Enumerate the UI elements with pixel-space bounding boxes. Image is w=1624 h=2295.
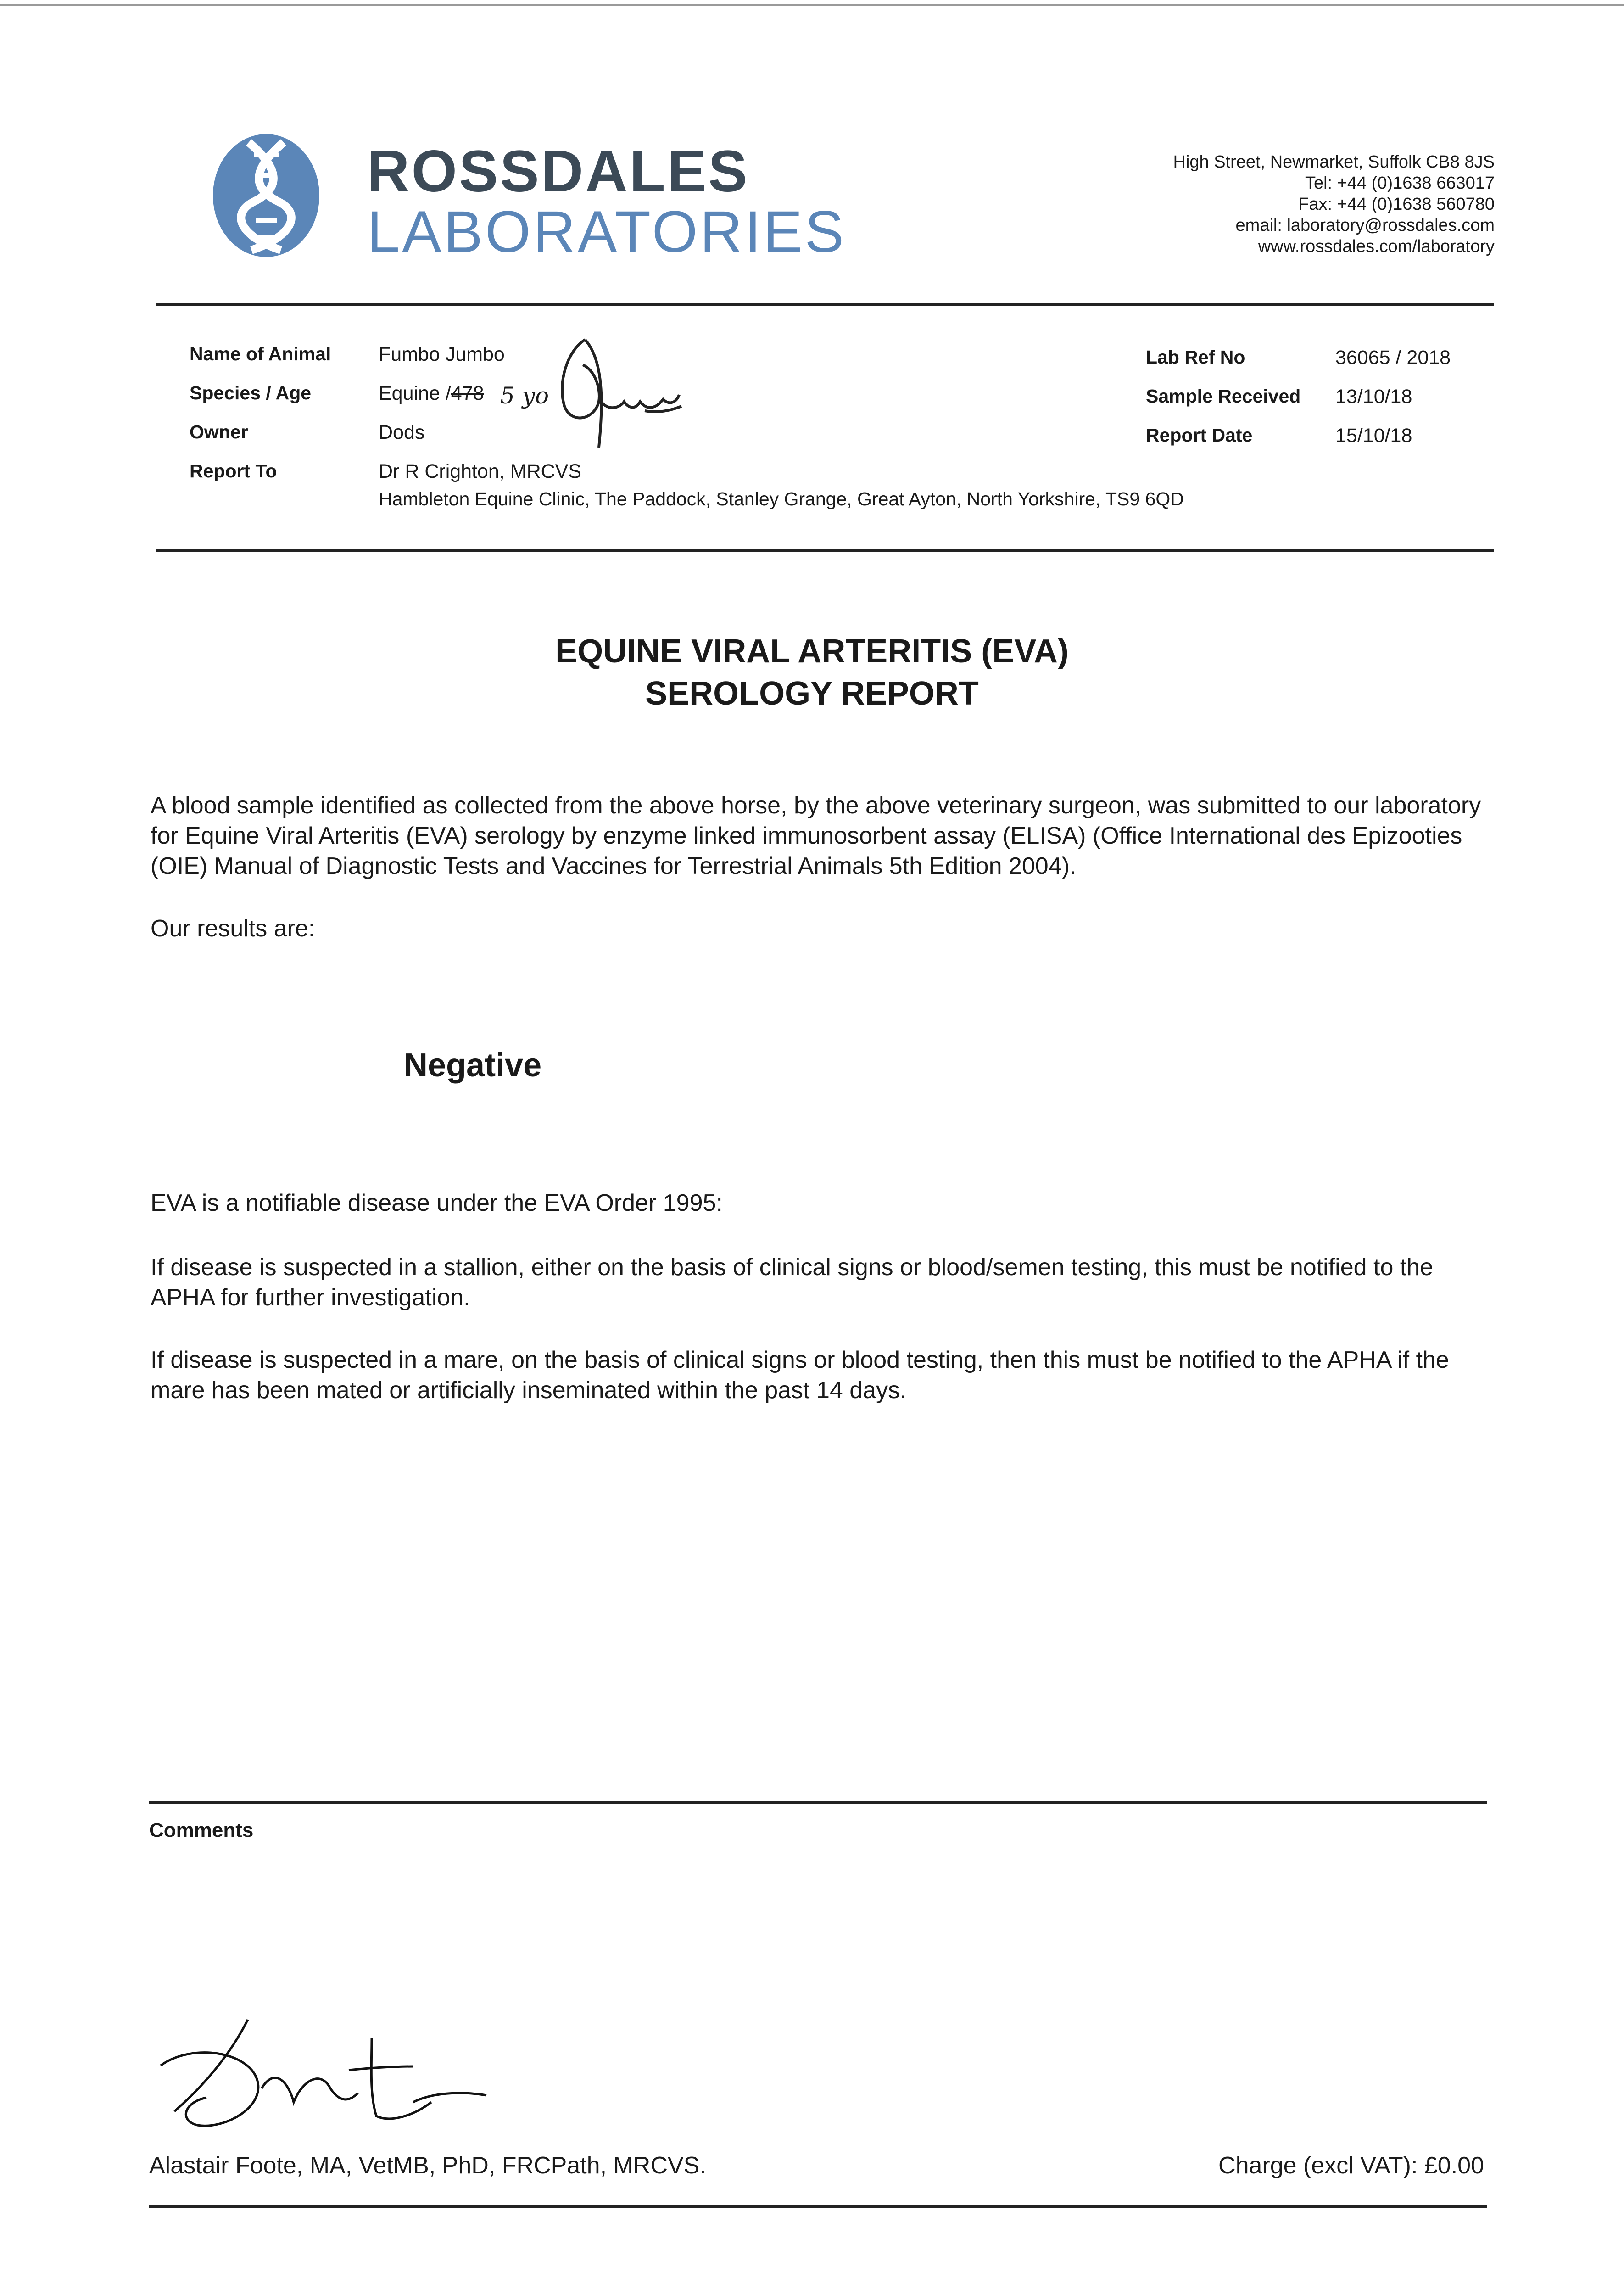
lab-ref-value: 36065 / 2018	[1335, 347, 1451, 369]
intro-paragraph: A blood sample identified as collected from the above horse, by the above veterinary surgeon, was submitted to our laboratory for Equine Viral Arteritis (EVA) serology by enzyme linked immunosorbent assay (ELISA) (Office International des Epizooties (OIE) Manual of Diagnostic Tests and Vaccines for Terrestrial Animals 5th Edition 2004).	[151, 792, 1481, 879]
sample-received-label: Sample Received	[1146, 386, 1301, 407]
comments-label: Comments	[149, 1819, 254, 1842]
species-age-label: Species / Age	[190, 382, 312, 403]
contact-website: www.rossdales.com/laboratory	[1258, 237, 1495, 256]
handwritten-initials	[539, 333, 686, 457]
report-title-line1: EQUINE VIRAL ARTERITIS (EVA)	[555, 633, 1069, 670]
name-of-animal-value: Fumbo Jumbo	[379, 343, 505, 365]
species-printed: Equine /	[379, 382, 451, 404]
signature	[156, 2010, 496, 2144]
contact-fax: Fax: +44 (0)1638 560780	[1298, 195, 1495, 214]
results-intro: Our results are:	[151, 915, 315, 942]
contact-address: High Street, Newmarket, Suffolk CB8 8JS	[1173, 152, 1495, 172]
report-date-label: Report Date	[1146, 425, 1253, 446]
notifiable-statement: EVA is a notifiable disease under the EVA Order 1995:	[151, 1190, 723, 1216]
contact-block	[1173, 151, 1495, 257]
contact-email: email: laboratory@rossdales.com	[1235, 216, 1495, 235]
report-date-value: 15/10/18	[1335, 425, 1412, 447]
result-value: Negative	[404, 1047, 542, 1084]
report-title-line2: SEROLOGY REPORT	[645, 675, 979, 712]
report-to-name: Dr R Crighton, MRCVS	[379, 460, 582, 482]
brand-name-line1: ROSSDALES	[367, 139, 749, 204]
sample-received-value: 13/10/18	[1335, 386, 1412, 408]
charge-amount: Charge (excl VAT): £0.00	[1218, 2152, 1484, 2179]
owner-value: Dods	[379, 421, 425, 443]
dna-logo-icon	[212, 133, 320, 258]
contact-tel: Tel: +44 (0)1638 663017	[1305, 174, 1495, 193]
footer-divider	[149, 2205, 1487, 2208]
header-divider	[156, 303, 1494, 306]
signer-name: Alastair Foote, MA, VetMB, PhD, FRCPath, MRCVS.	[149, 2152, 706, 2179]
brand-name-line2: LABORATORIES	[367, 199, 846, 265]
report-to-label: Report To	[190, 460, 277, 481]
report-to-address: Hambleton Equine Clinic, The Paddock, Stanley Grange, Great Ayton, North Yorkshire, TS9 6QD	[379, 488, 1184, 509]
species-struck-age: 478	[451, 382, 484, 404]
owner-label: Owner	[190, 421, 248, 442]
stallion-note: If disease is suspected in a stallion, either on the basis of clinical signs or blood/semen testing, this must be notified to the APHA for further investigation.	[151, 1254, 1434, 1311]
lab-ref-label: Lab Ref No	[1146, 347, 1245, 368]
name-of-animal-label: Name of Animal	[190, 343, 331, 364]
species-age-value	[379, 382, 484, 405]
species-handwritten-age: 5 yo	[500, 382, 549, 409]
top-edge-rule	[0, 4, 1624, 6]
mare-note: If disease is suspected in a mare, on the basis of clinical signs or blood testing, then this must be notified to the APHA if the mare has been mated or artificially inseminated within the past 14 days.	[151, 1347, 1449, 1404]
info-divider	[156, 549, 1494, 552]
comments-divider	[149, 1801, 1487, 1804]
